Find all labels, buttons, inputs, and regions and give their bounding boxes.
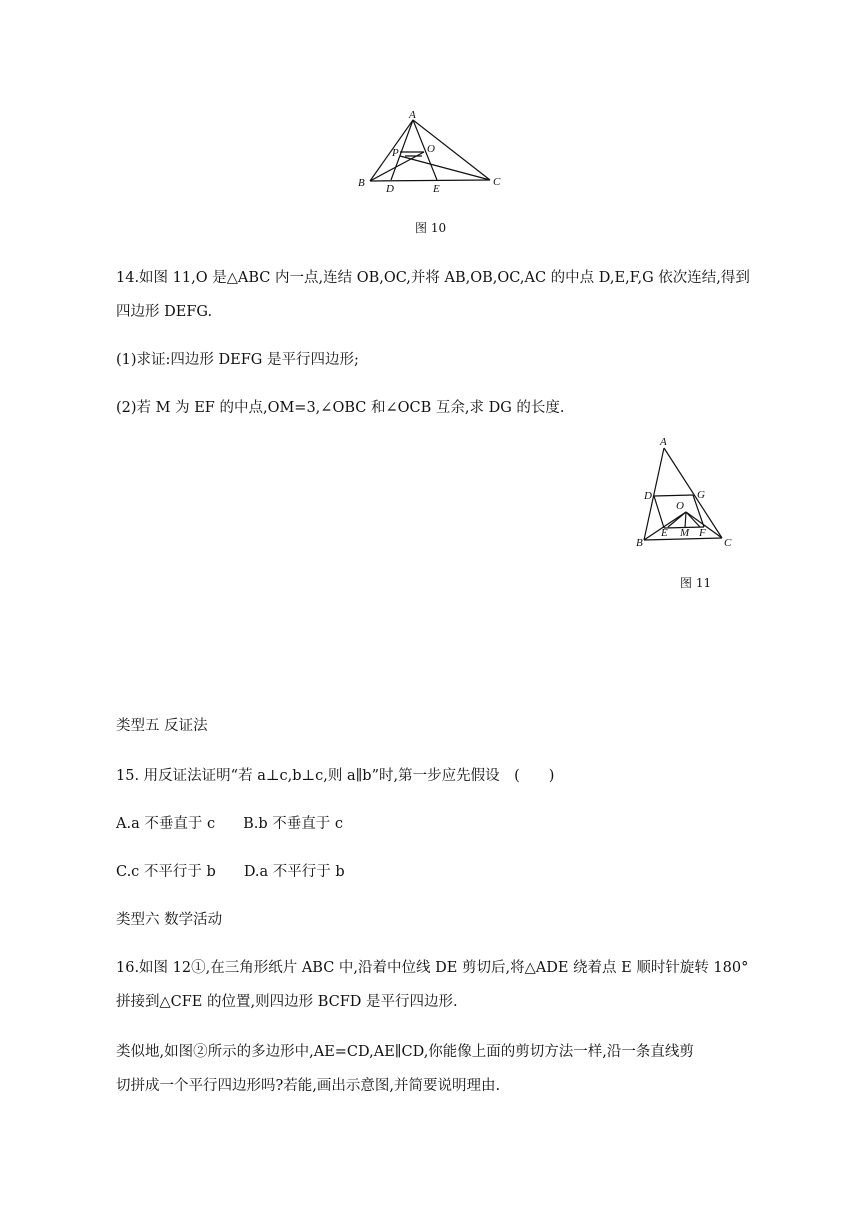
figure-11 — [634, 436, 744, 552]
segment-de — [654, 496, 664, 528]
q15-option-c[interactable]: C.c 不平行于 b — [116, 864, 216, 880]
q15-options-cd — [116, 862, 345, 882]
label-p: P — [392, 147, 399, 159]
segment-pc — [400, 156, 490, 180]
label-b: B — [358, 177, 365, 189]
label-d: D — [386, 183, 394, 195]
segment-oe — [668, 512, 686, 527]
label-a: A — [409, 109, 416, 121]
edge-bc — [370, 180, 490, 181]
label-c: C — [493, 176, 501, 188]
segment-of — [686, 512, 700, 527]
figure-10-caption: 图 10 — [415, 221, 447, 235]
label-o: O — [427, 143, 435, 155]
edge-ac — [664, 448, 722, 538]
label-m: M — [680, 527, 690, 539]
label-o: O — [676, 500, 684, 512]
q15-options-ab — [116, 814, 343, 834]
q14-line1: 14.如图 11,O 是△ABC 内一点,连结 OB,OC,并将 AB,OB,OC,AC 的中点 D,E,F,G 依次连结,得到 — [116, 270, 750, 286]
label-e: E — [433, 183, 440, 195]
q16-line4: 切拼成一个平行四边形吗?若能,画出示意图,并简要说明理由. — [116, 1078, 501, 1094]
label-e: E — [661, 527, 668, 539]
label-g: G — [697, 489, 705, 501]
label-c: C — [724, 537, 732, 549]
q15-option-a[interactable]: A.a 不垂直于 c — [116, 816, 216, 832]
segment-om — [685, 512, 686, 528]
label-f: F — [699, 527, 706, 539]
q16-line2: 拼接到△CFE 的位置,则四边形 BCFD 是平行四边形. — [116, 994, 458, 1010]
figure-10 — [350, 106, 510, 198]
type6-heading: 类型六 数学活动 — [116, 912, 223, 928]
figure-11-caption: 图 11 — [680, 576, 712, 590]
q15-option-d[interactable]: D.a 不平行于 b — [243, 864, 345, 880]
type5-heading: 类型五 反证法 — [116, 718, 208, 734]
q16-line1: 16.如图 12①,在三角形纸片 ABC 中,沿着中位线 DE 剪切后,将△ADE 绕着点 E 顺时针旋转 180° — [116, 960, 749, 976]
q14-part1: (1)求证:四边形 DEFG 是平行四边形; — [116, 352, 359, 368]
q15-option-b[interactable]: B.b 不垂直于 c — [243, 816, 343, 832]
q15-stem: 15. 用反证法证明“若 a⊥c,b⊥c,则 a∥b”时,第一步应先假设 ( ) — [116, 768, 555, 784]
label-a: A — [660, 436, 667, 448]
label-b: B — [636, 537, 643, 549]
label-d: D — [644, 490, 652, 502]
segment-dg — [654, 495, 693, 496]
q14-line2: 四边形 DEFG. — [116, 304, 213, 320]
q16-line3: 类似地,如图②所示的多边形中,AE=CD,AE∥CD,你能像上面的剪切方法一样,沿一条直线剪 — [116, 1044, 694, 1060]
q14-part2: (2)若 M 为 EF 的中点,OM=3,∠OBC 和∠OCB 互余,求 DG 的长度. — [116, 400, 565, 416]
